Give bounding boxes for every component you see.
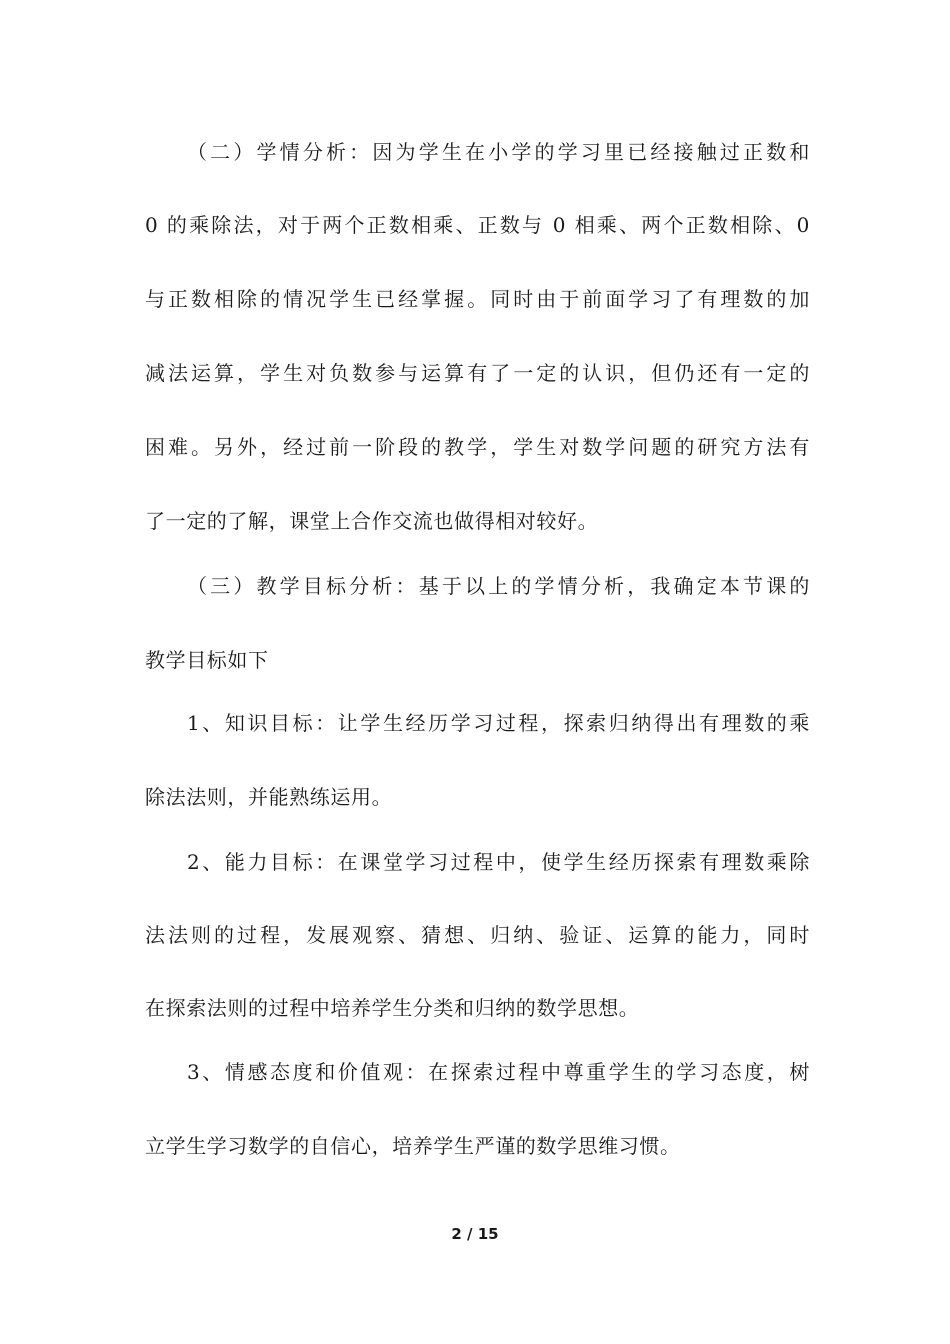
paragraph-1-line-2: 0 的乘除法，对于两个正数相乘、正数与 0 相乘、两个正数相除、0 — [145, 213, 810, 237]
paragraph-1-line-3: 与正数相除的情况学生已经掌握。同时由于前面学习了有理数的加 — [145, 287, 810, 311]
paragraph-1-line-6: 了一定的了解，课堂上合作交流也做得相对较好。 — [145, 509, 599, 533]
paragraph-2-line-2: 教学目标如下 — [145, 648, 269, 672]
page-number: 2 / 15 — [451, 1225, 499, 1243]
paragraph-4-line-2: 法法则的过程，发展观察、猜想、归纳、验证、运算的能力，同时 — [145, 923, 810, 947]
paragraph-4-line-1: 2、能力目标：在课堂学习过程中，使学生经历探索有理数乘除 — [187, 850, 810, 874]
paragraph-2-line-1: （三）教学目标分析：基于以上的学情分析，我确定本节课的 — [187, 574, 810, 598]
paragraph-1-line-5: 困难。另外，经过前一阶段的教学，学生对数学问题的研究方法有 — [145, 435, 810, 459]
paragraph-5-line-2: 立学生学习数学的自信心，培养学生严谨的数学思维习惯。 — [145, 1134, 681, 1158]
paragraph-3-line-1: 1、知识目标：让学生经历学习过程，探索归纳得出有理数的乘 — [187, 711, 810, 735]
paragraph-5-line-1: 3、情感态度和价值观：在探索过程中尊重学生的学习态度，树 — [187, 1060, 810, 1084]
paragraph-4-line-3: 在探索法则的过程中培养学生分类和归纳的数学思想。 — [145, 996, 640, 1020]
paragraph-1-line-1: （二）学情分析：因为学生在小学的学习里已经接触过正数和 — [187, 140, 810, 164]
paragraph-1-line-4: 减法运算，学生对负数参与运算有了一定的认识，但仍还有一定的 — [145, 361, 810, 385]
paragraph-3-line-2: 除法法则，并能熟练运用。 — [145, 785, 393, 809]
